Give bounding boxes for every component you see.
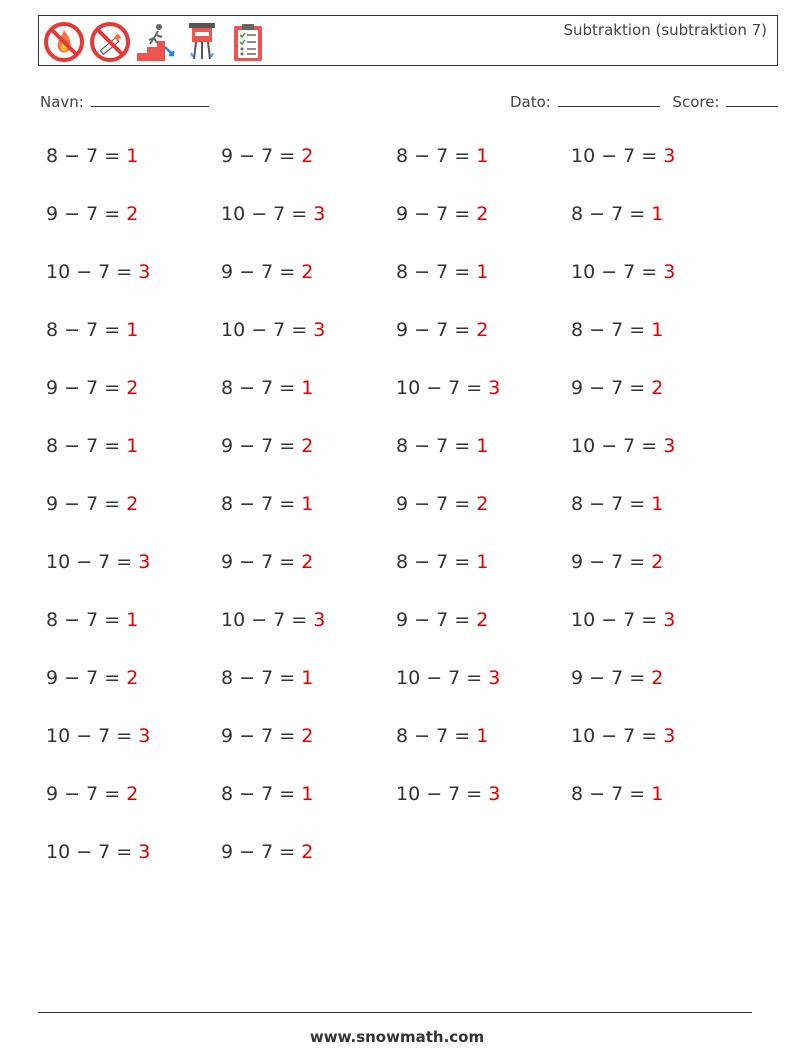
problem-answer: 1 xyxy=(651,319,664,341)
problem-answer: 2 xyxy=(476,203,489,225)
problem-item xyxy=(571,377,663,399)
problem-answer: 2 xyxy=(301,435,314,457)
problem-answer: 2 xyxy=(301,261,314,283)
problem-question: 10 − 7 = xyxy=(46,841,139,863)
problem-answer: 2 xyxy=(476,319,489,341)
date-blank-line[interactable] xyxy=(558,92,660,107)
problem-question: 9 − 7 = xyxy=(221,145,302,167)
problem-question: 9 − 7 = xyxy=(46,493,127,515)
problem-answer: 1 xyxy=(476,145,489,167)
problem-answer: 2 xyxy=(476,609,489,631)
problem-answer: 1 xyxy=(476,551,489,573)
problem-answer: 3 xyxy=(138,551,151,573)
problem-item xyxy=(396,145,488,167)
problem-question: 8 − 7 = xyxy=(571,203,652,225)
problem-answer: 2 xyxy=(651,551,664,573)
problem-answer: 3 xyxy=(663,145,676,167)
problem-question: 8 − 7 = xyxy=(46,435,127,457)
problem-answer: 3 xyxy=(663,261,676,283)
problem-item xyxy=(221,609,325,631)
problem-item xyxy=(46,203,138,225)
problem-item xyxy=(571,493,663,515)
problem-item xyxy=(221,435,313,457)
no-smoking-icon xyxy=(89,21,131,63)
problem-item xyxy=(396,493,488,515)
problem-item xyxy=(221,841,313,863)
problem-item xyxy=(221,493,313,515)
problem-question: 9 − 7 = xyxy=(396,319,477,341)
problem-answer: 3 xyxy=(138,725,151,747)
date-label: Dato: xyxy=(510,93,551,111)
problem-question: 8 − 7 = xyxy=(571,783,652,805)
problem-item xyxy=(396,435,488,457)
problem-item xyxy=(571,319,663,341)
problem-answer: 2 xyxy=(126,667,139,689)
problem-item xyxy=(46,145,138,167)
problem-answer: 3 xyxy=(663,435,676,457)
header-icons xyxy=(43,20,269,64)
problem-question: 10 − 7 = xyxy=(221,609,314,631)
problem-item xyxy=(46,551,150,573)
problem-item xyxy=(571,203,663,225)
problem-item xyxy=(221,725,313,747)
problem-item xyxy=(46,841,150,863)
problem-item xyxy=(46,435,138,457)
problem-question: 10 − 7 = xyxy=(46,725,139,747)
problem-answer: 2 xyxy=(301,725,314,747)
problem-question: 8 − 7 = xyxy=(396,551,477,573)
problem-question: 9 − 7 = xyxy=(221,841,302,863)
score-blank-line[interactable] xyxy=(726,92,778,107)
problem-answer: 2 xyxy=(126,783,139,805)
problem-answer: 1 xyxy=(476,725,489,747)
problem-question: 9 − 7 = xyxy=(396,609,477,631)
name-label: Navn: xyxy=(40,93,84,111)
problem-answer: 3 xyxy=(488,377,501,399)
problem-answer: 3 xyxy=(488,783,501,805)
problem-answer: 3 xyxy=(663,609,676,631)
problem-item xyxy=(46,725,150,747)
problem-answer: 1 xyxy=(301,493,314,515)
problem-item xyxy=(396,783,500,805)
problem-answer: 2 xyxy=(301,551,314,573)
problem-question: 10 − 7 = xyxy=(396,783,489,805)
problem-answer: 2 xyxy=(126,493,139,515)
problem-question: 9 − 7 = xyxy=(46,203,127,225)
problem-question: 8 − 7 = xyxy=(46,145,127,167)
problem-item xyxy=(571,667,663,689)
problem-question: 9 − 7 = xyxy=(46,667,127,689)
problem-answer: 1 xyxy=(651,203,664,225)
problem-question: 9 − 7 = xyxy=(396,203,477,225)
problem-question: 9 − 7 = xyxy=(396,493,477,515)
problem-question: 8 − 7 = xyxy=(221,377,302,399)
problem-question: 10 − 7 = xyxy=(571,145,664,167)
problem-answer: 3 xyxy=(488,667,501,689)
problem-item xyxy=(396,725,488,747)
problem-answer: 1 xyxy=(301,783,314,805)
problem-question: 10 − 7 = xyxy=(46,261,139,283)
problem-answer: 1 xyxy=(476,261,489,283)
problem-answer: 1 xyxy=(126,609,139,631)
problem-question: 8 − 7 = xyxy=(46,609,127,631)
problem-question: 9 − 7 = xyxy=(221,725,302,747)
problem-question: 8 − 7 = xyxy=(221,667,302,689)
date-score-fields xyxy=(510,92,778,111)
problem-item xyxy=(46,783,138,805)
problem-item xyxy=(396,203,488,225)
problem-question: 8 − 7 = xyxy=(396,435,477,457)
problem-question: 8 − 7 = xyxy=(571,493,652,515)
problem-answer: 2 xyxy=(651,667,664,689)
problem-item xyxy=(221,145,313,167)
no-fire-icon xyxy=(43,21,85,63)
problem-question: 9 − 7 = xyxy=(221,551,302,573)
worksheet-title: Subtraktion (subtraktion 7) xyxy=(563,21,767,39)
problem-question: 10 − 7 = xyxy=(396,377,489,399)
problem-item xyxy=(46,261,150,283)
problem-answer: 1 xyxy=(301,667,314,689)
problem-question: 9 − 7 = xyxy=(571,377,652,399)
problem-item xyxy=(396,667,500,689)
problem-answer: 2 xyxy=(476,493,489,515)
problem-answer: 2 xyxy=(301,841,314,863)
problem-item xyxy=(571,783,663,805)
problem-item xyxy=(46,667,138,689)
problem-answer: 3 xyxy=(313,609,326,631)
name-field xyxy=(40,92,209,111)
problem-answer: 3 xyxy=(138,841,151,863)
problem-answer: 2 xyxy=(651,377,664,399)
problem-question: 10 − 7 = xyxy=(571,435,664,457)
name-blank-line[interactable] xyxy=(91,92,209,107)
problem-question: 8 − 7 = xyxy=(396,261,477,283)
clipboard-checklist-icon xyxy=(227,21,269,63)
problem-item xyxy=(571,609,675,631)
problem-question: 9 − 7 = xyxy=(46,377,127,399)
problem-item xyxy=(571,551,663,573)
problem-item xyxy=(396,609,488,631)
fire-exit-stairs-icon xyxy=(135,21,177,63)
problem-question: 10 − 7 = xyxy=(221,319,314,341)
problem-item xyxy=(46,493,138,515)
problem-question: 8 − 7 = xyxy=(221,493,302,515)
problem-answer: 3 xyxy=(663,725,676,747)
problem-item xyxy=(396,377,500,399)
problem-answer: 2 xyxy=(126,203,139,225)
problem-question: 10 − 7 = xyxy=(571,725,664,747)
problem-question: 9 − 7 = xyxy=(221,261,302,283)
problem-answer: 3 xyxy=(313,203,326,225)
problem-question: 9 − 7 = xyxy=(571,667,652,689)
worksheet-header xyxy=(38,15,778,66)
problem-question: 10 − 7 = xyxy=(221,203,314,225)
problem-answer: 1 xyxy=(476,435,489,457)
problem-question: 8 − 7 = xyxy=(396,725,477,747)
problem-question: 8 − 7 = xyxy=(46,319,127,341)
problem-answer: 2 xyxy=(126,377,139,399)
problem-question: 10 − 7 = xyxy=(571,609,664,631)
problem-answer: 2 xyxy=(301,145,314,167)
score-label: Score: xyxy=(672,93,720,111)
problem-question: 8 − 7 = xyxy=(571,319,652,341)
problem-item xyxy=(221,261,313,283)
problem-question: 10 − 7 = xyxy=(396,667,489,689)
problem-answer: 1 xyxy=(651,493,664,515)
footer-divider xyxy=(38,1012,752,1013)
problem-item xyxy=(221,783,313,805)
problem-question: 9 − 7 = xyxy=(571,551,652,573)
problem-answer: 1 xyxy=(126,319,139,341)
problem-item xyxy=(571,435,675,457)
problem-answer: 1 xyxy=(126,145,139,167)
problem-question: 8 − 7 = xyxy=(396,145,477,167)
problem-item xyxy=(221,203,325,225)
problem-answer: 3 xyxy=(138,261,151,283)
problem-question: 9 − 7 = xyxy=(221,435,302,457)
problem-item xyxy=(571,725,675,747)
problem-item xyxy=(221,377,313,399)
problem-answer: 3 xyxy=(313,319,326,341)
problem-answer: 1 xyxy=(126,435,139,457)
problem-answer: 1 xyxy=(651,783,664,805)
problem-item xyxy=(46,377,138,399)
problem-question: 8 − 7 = xyxy=(221,783,302,805)
problem-question: 10 − 7 = xyxy=(571,261,664,283)
problem-item xyxy=(396,319,488,341)
footer-site: www.snowmath.com xyxy=(309,1028,485,1046)
problem-item xyxy=(571,145,675,167)
problem-item xyxy=(221,551,313,573)
problem-question: 9 − 7 = xyxy=(46,783,127,805)
problem-item xyxy=(46,609,138,631)
problem-question: 10 − 7 = xyxy=(46,551,139,573)
problem-answer: 1 xyxy=(301,377,314,399)
problem-item xyxy=(396,551,488,573)
problem-item xyxy=(221,319,325,341)
problem-item xyxy=(221,667,313,689)
problem-item xyxy=(396,261,488,283)
problem-item xyxy=(571,261,675,283)
problem-item xyxy=(46,319,138,341)
fire-extinguisher-sprinkler-icon xyxy=(181,21,223,63)
